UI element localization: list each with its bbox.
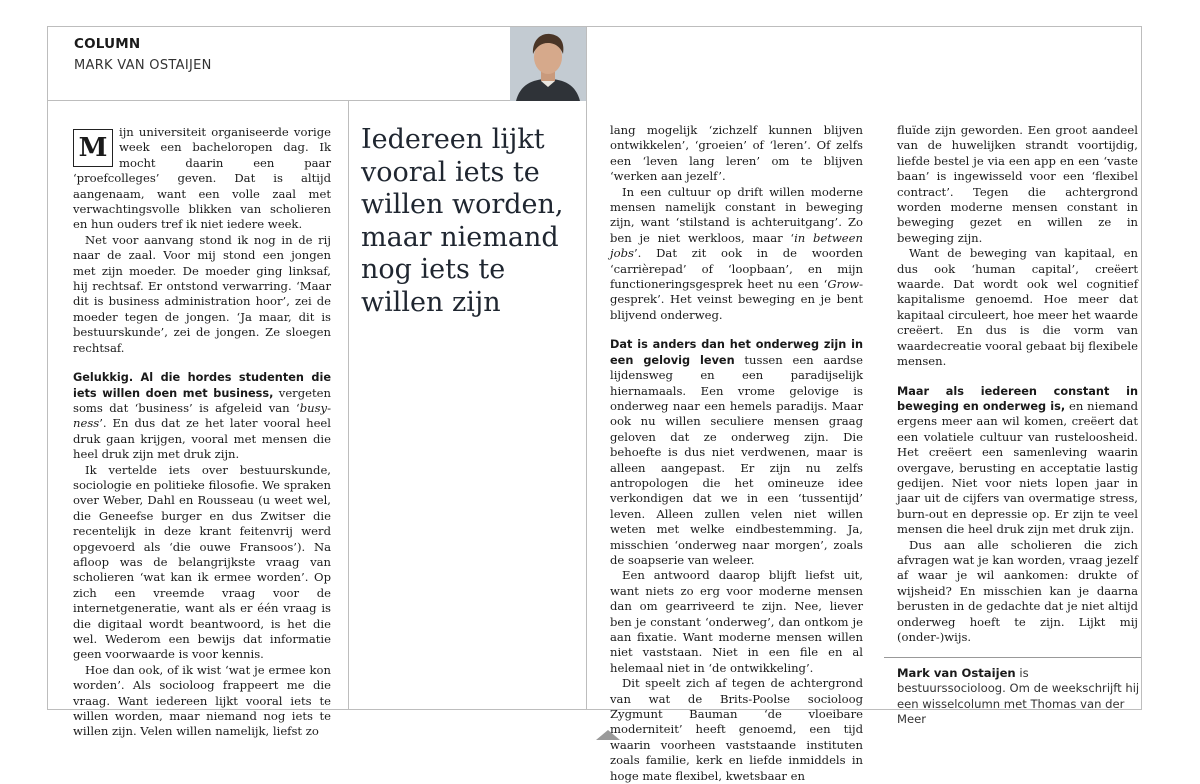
article-column-3 <box>610 123 863 784</box>
paragraph: Ik vertelde iets over bestuurskunde, sociologie en politieke filosofie. We spraken over Weber, Dahl en Rousseau (u weet wel, die Geneefse burger en dus Zwitser die recentelijk in deze krant feitenvrij werd opgevoerd als ‘die ouwe Fransoos’). Na afloop was de belangrijkste vraag van scholieren ‘wat kan ik ermee worden’. Op zich een vreemde vraag voor de internetgeneratie, want als er één vraag is die digitaal wordt beantwoord, is het die wel. Wederom een bewijs dat informatie geen voorwaarde is voor kennis. <box>73 462 331 662</box>
text-run: ’. En dus dat ze het later vooral heel druk gaan krijgen, vooral met mensen die heel druk zijn met druk zijn. <box>73 416 331 462</box>
emphasis: busyness <box>73 400 331 431</box>
author-byline: MARK VAN OSTAIJEN <box>74 58 212 73</box>
section-lead: Dat is anders dan het onderweg zijn in een gelovig leven <box>610 338 863 367</box>
paragraph: Hoe dan ook, of ik wist ‘wat je ermee kon worden’. Als socioloog frappeert me die vraag. Want iedereen lijkt vooral iets te willen worden, maar niemand nog iets te willen zijn. Velen willen namelijk, liefst zo <box>73 662 331 739</box>
emphasis: in between jobs <box>610 230 864 261</box>
article-column-1 <box>73 125 331 740</box>
section-paragraph <box>610 337 863 568</box>
text-run: ’. Dat zit ook in de woorden ‘carrièrepad’ of ‘loopbaan’, en mijn functioneringsgesprek heet nu een ‘ <box>610 246 863 292</box>
paragraph: lang mogelijk ‘zichzelf kunnen blijven ontwikkelen’, ‘groeien’ of ‘leren’. Of zelfs een ‘leven lang leren’ om te blijven ‘werken aan jezelf’. <box>610 123 863 184</box>
paragraph: fluïde zijn geworden. Een groot aandeel van de huwelijken strandt voortijdig, liefde bestel je via een app en een ‘vaste baan’ is ingewisseld voor een ‘flexibel contract’. Tegen die achtergrond worden moderne mensen constant in beweging gezet en willen ze in beweging zijn. <box>897 123 1138 245</box>
paragraph: Want de beweging van kapitaal, en dus ook ‘human capital’, creëert waarde. Dat wordt ook wel cognitief kapitalisme genoemd. Hoe meer dat kapitaal circuleert, hoe meer het waarde creëert. En dus is die vorm van waardecreatie vooral gebaat bij flexibele mensen. <box>897 246 1138 369</box>
page-center-divider <box>586 27 587 709</box>
portrait-illustration <box>510 27 586 101</box>
column-divider <box>348 100 349 709</box>
column-kicker: COLUMN <box>74 36 141 52</box>
text-run: en niemand ergens meer aan wil komen, creëert dat een volatiele cultuur van rusteloosheid. Het creëert een samenleving waarin overgave, berusting en acceptatie lastig gedijen. Niet voor niets lopen jaar in jaar uit de cijfers van overmatige stress, burn-out en depressie op. Er zijn te veel mensen die heel druk zijn met druk zijn. <box>897 398 1139 537</box>
paragraph: ijn universiteit organiseerde vorige week een bacheloropen dag. Ik mocht daarin een paar ‘proefcolleges’ geven. Dat is altijd aangenaam, want een volle zaal met verwachtingsvolle blikken van scholieren en hun ouders tref ik niet iedere week. <box>73 125 331 232</box>
section-paragraph <box>897 384 1138 538</box>
text-run: vergeten soms dat ‘business’ is afgeleid van ‘ <box>73 385 331 415</box>
author-portrait <box>510 27 586 101</box>
paragraph <box>610 185 863 324</box>
scroll-up-arrow-icon[interactable] <box>596 730 620 740</box>
paragraph: Een antwoord daarop blijft liefst uit, want niets zo erg voor moderne mensen dan om gearriveerd te zijn. Nee, liever ben je constant ‘onderweg’, dan ontkom je aan fixatie. Want moderne mensen willen niet vaststaan. Niet in een file en al helemaal niet in ‘de ontwikkeling’. <box>610 568 863 675</box>
section-lead: Gelukkig. Al die hordes studenten die iets willen doen met business, <box>73 371 331 400</box>
author-bio <box>884 657 1141 728</box>
newspaper-page <box>47 26 1142 783</box>
section-paragraph <box>73 370 331 462</box>
drop-cap: M <box>73 129 113 167</box>
article-column-4 <box>897 123 1138 645</box>
bio-name: Mark van Ostaijen <box>897 666 1016 680</box>
paragraph: Net voor aanvang stond ik nog in de rij naar de zaal. Voor mij stond een jongen met zijn moeder. De moeder ging linksaf, hij rechtsaf. Er ontstond verwarring. ‘Maar dit is business administration hoor’, zei de moeder tegen de jongen. ‘Ja maar, dit is bestuurskunde’, zei de jongen. Ze sloegen rechtsaf. <box>73 232 331 355</box>
paragraph: Dit speelt zich af tegen de achtergrond van wat de Brits-Poolse socioloog Zygmunt Bauman ‘de vloeibare moderniteit’ heeft genoemd, een tijd waarin voorheen vaststaande instituten zoals familie, kerk en liefde inmiddels in hoge mate flexibel, kwetsbaar en <box>610 676 863 783</box>
pull-quote: Iedereen lijkt vooral iets te willen worden, maar niemand nog iets te willen zijn <box>361 124 564 318</box>
section-lead: Maar als iedereen constant in beweging en onderweg is, <box>897 384 1138 413</box>
text-run: tussen een aardse lijdensweg en een paradijselijk hiernamaals. Een vrome gelovige is onderweg naar een hemels paradijs. Maar ook nu willen seculiere mensen graag geloven dat ze onderweg zijn. Die behoefte is dus niet verdwenen, maar is alleen aangepast. Er zijn nu zelfs antropologen die het omineuze idee verkondigen dat we in een ‘tussentijd’ leven. Alleen zullen velen niet willen weten met welke eindbestemming. Ja, misschien ‘onderweg naar morgen’, zoals de soapserie van weleer. <box>610 352 863 567</box>
bio-text: is bestuurssocioloog. Om de weekschrijft hij een wisselcolumn met Thomas van der Meer <box>897 666 1140 727</box>
text-run: -gesprek’. Het veinst beweging en je bent blijvend onderweg. <box>610 277 863 322</box>
text-run: In een cultuur op drift willen moderne mensen namelijk constant in beweging zijn, want ‘stilstand is achteruitgang’. Zo ben je niet werkloos, maar ‘ <box>610 184 863 245</box>
paragraph: Dus aan alle scholieren die zich afvragen wat je kan worden, vraag jezelf af waar je wil aankomen: drukte of wijsheid? En misschien kan je daarna berusten in de gedachte dat je niet altijd onderweg hoeft te zijn. Lijkt mij (onder-)wijs. <box>897 537 1138 644</box>
header-divider <box>48 100 586 101</box>
emphasis: Grow <box>827 277 860 292</box>
